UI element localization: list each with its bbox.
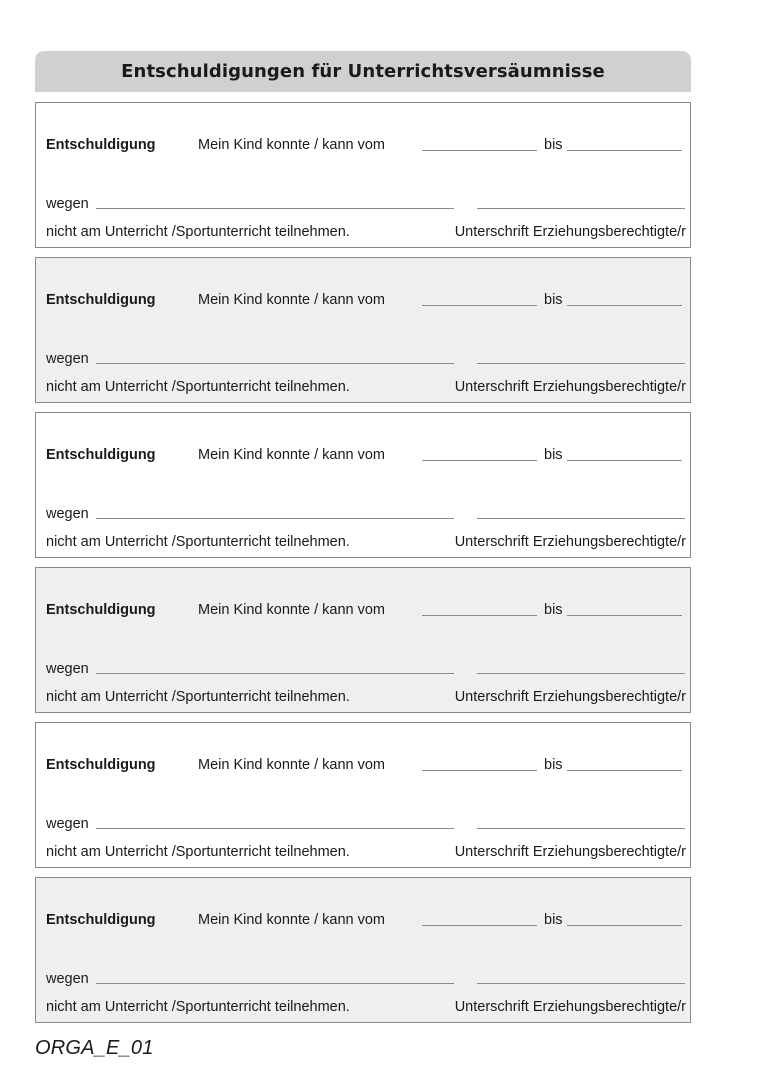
slip-intro-text: Mein Kind konnte / kann vom bbox=[198, 602, 385, 618]
from-date-line[interactable] bbox=[422, 150, 537, 151]
excuse-slip bbox=[35, 722, 691, 868]
slip-heading: Entschuldigung bbox=[46, 447, 156, 463]
signature-line[interactable] bbox=[477, 983, 685, 984]
slip-heading: Entschuldigung bbox=[46, 292, 156, 308]
reason-line[interactable] bbox=[96, 363, 454, 364]
slip-intro-text: Mein Kind konnte / kann vom bbox=[198, 292, 385, 308]
from-date-line[interactable] bbox=[422, 925, 537, 926]
bis-label: bis bbox=[544, 912, 563, 928]
excuse-slip bbox=[35, 102, 691, 248]
signature-line[interactable] bbox=[477, 828, 685, 829]
signature-label: Unterschrift Erziehungsberechtigte/r bbox=[454, 534, 686, 550]
reason-line[interactable] bbox=[96, 983, 454, 984]
signature-line[interactable] bbox=[477, 363, 685, 364]
signature-line[interactable] bbox=[477, 518, 685, 519]
to-date-line[interactable] bbox=[567, 305, 682, 306]
bis-label: bis bbox=[544, 447, 563, 463]
to-date-line[interactable] bbox=[567, 925, 682, 926]
reason-line[interactable] bbox=[96, 673, 454, 674]
excuse-slip bbox=[35, 257, 691, 403]
reason-line[interactable] bbox=[96, 518, 454, 519]
bis-label: bis bbox=[544, 137, 563, 153]
signature-line[interactable] bbox=[477, 208, 685, 209]
slip-heading: Entschuldigung bbox=[46, 602, 156, 618]
page-title: Entschuldigungen für Unterrichtsversäumnisse bbox=[121, 61, 605, 82]
reason-label: wegen bbox=[46, 351, 89, 367]
reason-label: wegen bbox=[46, 506, 89, 522]
slip-closing-text: nicht am Unterricht /Sportunterricht teilnehmen. bbox=[46, 689, 350, 705]
bis-label: bis bbox=[544, 292, 563, 308]
from-date-line[interactable] bbox=[422, 770, 537, 771]
signature-label: Unterschrift Erziehungsberechtigte/r bbox=[454, 999, 686, 1015]
excuse-slip bbox=[35, 567, 691, 713]
excuse-slip bbox=[35, 877, 691, 1023]
slip-intro-text: Mein Kind konnte / kann vom bbox=[198, 447, 385, 463]
form-header bbox=[35, 51, 691, 92]
reason-label: wegen bbox=[46, 971, 89, 987]
to-date-line[interactable] bbox=[567, 460, 682, 461]
reason-label: wegen bbox=[46, 661, 89, 677]
to-date-line[interactable] bbox=[567, 615, 682, 616]
bis-label: bis bbox=[544, 757, 563, 773]
to-date-line[interactable] bbox=[567, 770, 682, 771]
to-date-line[interactable] bbox=[567, 150, 682, 151]
slip-closing-text: nicht am Unterricht /Sportunterricht teilnehmen. bbox=[46, 844, 350, 860]
reason-line[interactable] bbox=[96, 208, 454, 209]
signature-line[interactable] bbox=[477, 673, 685, 674]
slip-intro-text: Mein Kind konnte / kann vom bbox=[198, 757, 385, 773]
from-date-line[interactable] bbox=[422, 615, 537, 616]
slip-intro-text: Mein Kind konnte / kann vom bbox=[198, 912, 385, 928]
signature-label: Unterschrift Erziehungsberechtigte/r bbox=[454, 689, 686, 705]
slip-closing-text: nicht am Unterricht /Sportunterricht teilnehmen. bbox=[46, 224, 350, 240]
signature-label: Unterschrift Erziehungsberechtigte/r bbox=[454, 844, 686, 860]
slip-list bbox=[35, 102, 691, 1032]
document-code: ORGA_E_01 bbox=[35, 1037, 154, 1059]
slip-closing-text: nicht am Unterricht /Sportunterricht teilnehmen. bbox=[46, 999, 350, 1015]
from-date-line[interactable] bbox=[422, 305, 537, 306]
slip-heading: Entschuldigung bbox=[46, 757, 156, 773]
signature-label: Unterschrift Erziehungsberechtigte/r bbox=[454, 379, 686, 395]
bis-label: bis bbox=[544, 602, 563, 618]
reason-label: wegen bbox=[46, 816, 89, 832]
reason-label: wegen bbox=[46, 196, 89, 212]
slip-closing-text: nicht am Unterricht /Sportunterricht teilnehmen. bbox=[46, 379, 350, 395]
excuse-slip bbox=[35, 412, 691, 558]
slip-closing-text: nicht am Unterricht /Sportunterricht teilnehmen. bbox=[46, 534, 350, 550]
reason-line[interactable] bbox=[96, 828, 454, 829]
from-date-line[interactable] bbox=[422, 460, 537, 461]
signature-label: Unterschrift Erziehungsberechtigte/r bbox=[454, 224, 686, 240]
slip-heading: Entschuldigung bbox=[46, 912, 156, 928]
slip-intro-text: Mein Kind konnte / kann vom bbox=[198, 137, 385, 153]
slip-heading: Entschuldigung bbox=[46, 137, 156, 153]
